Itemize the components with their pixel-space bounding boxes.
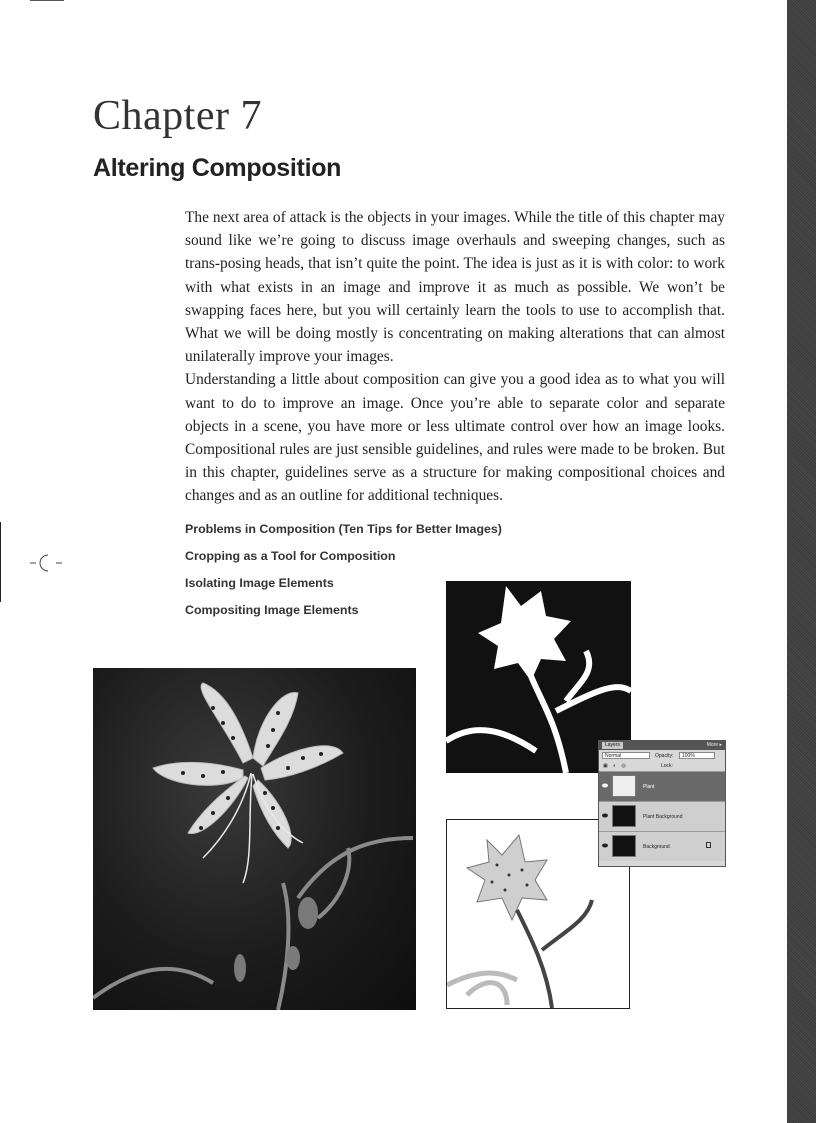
- more-button[interactable]: More ▸: [706, 742, 722, 748]
- layer-name: Plant: [643, 784, 655, 790]
- eye-icon[interactable]: [602, 813, 608, 818]
- lily-flower: [153, 683, 343, 883]
- layer-thumbnail: [612, 805, 636, 827]
- layers-titlebar: [599, 741, 725, 750]
- lock-icon: [706, 842, 711, 848]
- chapter-label: Chapter 7: [93, 93, 262, 139]
- layer-name: Background: [643, 844, 670, 850]
- registration-mark-icon: [28, 551, 64, 575]
- body-text: [185, 206, 725, 508]
- eye-icon[interactable]: [602, 783, 608, 788]
- section-link[interactable]: Cropping as a Tool for Composition: [185, 549, 396, 563]
- section-link[interactable]: Isolating Image Elements: [185, 576, 334, 590]
- layer-row[interactable]: [599, 831, 725, 861]
- layer-name: Plant Background: [643, 814, 683, 820]
- blend-mode-select[interactable]: Normal: [602, 752, 650, 759]
- layer-row[interactable]: [599, 771, 725, 801]
- lock-label: Lock:: [661, 763, 673, 769]
- layer-thumbnail: [612, 775, 636, 797]
- chapter-title: Altering Composition: [93, 154, 342, 182]
- crop-mark-top: [30, 0, 64, 1]
- layers-panel: [598, 740, 726, 867]
- layer-thumbnail: [612, 835, 636, 857]
- page-edge-strip: [787, 0, 816, 1123]
- layers-tab[interactable]: Layers: [602, 742, 623, 749]
- layer-row[interactable]: [599, 801, 725, 831]
- lily-buds: [234, 897, 318, 982]
- paragraph: The next area of attack is the objects in your images. While the title of this chapter may sound like we’re going to discuss image overhauls and sweeping changes, such as trans-posing heads, that isn’t quite the point. The idea is just as it is with color: to work with what exists in an image and improve it as much as possible. We won’t be swapping faces here, but you will certainly learn the tools to use to accomplish that. What we will be doing mostly is concentrating on making alterations that can almost unilaterally improve your images.: [185, 209, 725, 366]
- crop-mark-left: [0, 522, 1, 602]
- layer-tools-icon[interactable]: ▣ ◐ ◎: [603, 763, 628, 769]
- section-link[interactable]: Compositing Image Elements: [185, 603, 359, 617]
- paragraph: Understanding a little about composition can give you a good idea as to what you will want to do to improve an image. Once you’re able to separate color and separate objects in a scene, you have more or less ultimate control over how an image looks. Compositional rules are just sensible guidelines, and rules were made to be broken. But in this chapter, guidelines serve as a structure for making compositional choices and changes and as an outline for additional techniques.: [185, 371, 725, 505]
- lily-stems: [93, 838, 413, 1010]
- eye-icon[interactable]: [602, 843, 608, 848]
- section-link[interactable]: Problems in Composition (Ten Tips for Better Images): [185, 522, 502, 536]
- opacity-label: Opacity:: [655, 753, 674, 759]
- lily-photo: [93, 668, 416, 1010]
- opacity-field[interactable]: 100%: [679, 752, 715, 759]
